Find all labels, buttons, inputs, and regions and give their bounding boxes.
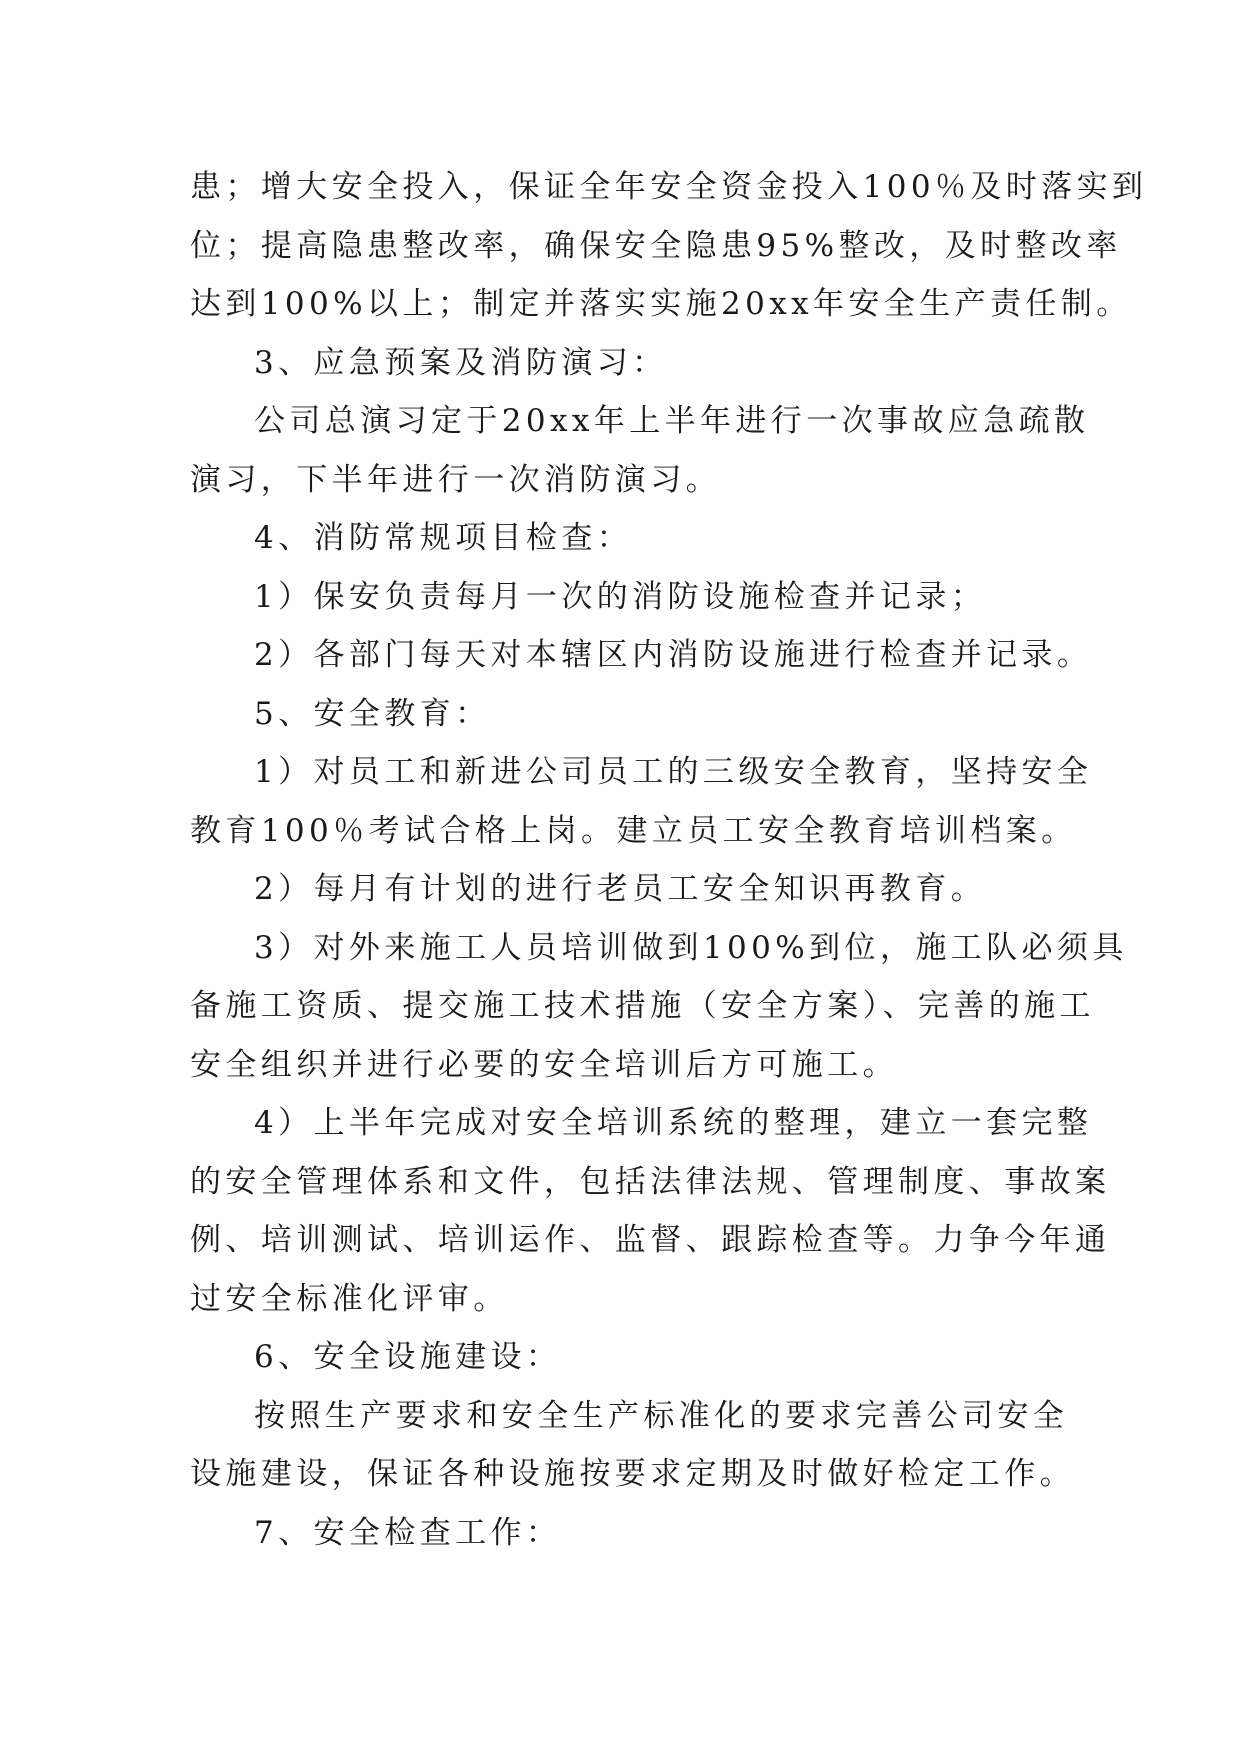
text-line: 7、安全检查工作： (254, 1514, 562, 1551)
text-line: 安全组织并进行必要的安全培训后方可施工。 (190, 1046, 898, 1083)
text-line: 公司总演习定于20xx年上半年进行一次事故应急疏散 (254, 403, 1090, 439)
text-line: 演习，下半年进行一次消防演习。 (190, 461, 721, 498)
text-line: 备施工资质、提交施工技术措施（安全方案）、完善的施工 (190, 988, 1095, 1024)
text-line: 患；增大安全投入，保证全年安全资金投入100％及时落实到 (190, 169, 1148, 205)
text-line: 4）上半年完成对安全培训系统的整理，建立一套完整 (254, 1105, 1093, 1141)
text-line: 1）保安负责每月一次的消防设施检查并记录； (254, 578, 987, 615)
text-line: 5、安全教育： (254, 695, 491, 732)
text-line: 达到100%以上；制定并落实实施20xx年安全生产责任制。 (190, 286, 1132, 322)
text-line: 1）对员工和新进公司员工的三级安全教育，坚持安全 (254, 754, 1093, 790)
text-line: 位；提高隐患整改率，确保安全隐患95%整改，及时整改率 (190, 227, 1122, 264)
text-line: 过安全标准化评审。 (190, 1280, 509, 1317)
text-line: 6、安全设施建设： (254, 1339, 562, 1375)
text-line: 2）每月有计划的进行老员工安全知识再教育。 (254, 871, 987, 907)
text-line: 的安全管理体系和文件，包括法律法规、管理制度、事故案 (190, 1163, 1111, 1200)
text-line: 按照生产要求和安全生产标准化的要求完善公司安全 (254, 1397, 1069, 1434)
text-line: 3、应急预案及消防演习： (254, 344, 668, 381)
text-line: 设施建设，保证各种设施按要求定期及时做好检定工作。 (190, 1456, 1075, 1492)
text-line: 4、消防常规项目检查： (254, 520, 633, 556)
text-line: 3）对外来施工人员培训做到100%到位，施工队必须具 (254, 929, 1128, 966)
text-line: 例、培训测试、培训运作、监督、跟踪检查等。力争今年通 (190, 1222, 1111, 1258)
text-line: 2）各部门每天对本辖区内消防设施进行检查并记录。 (254, 637, 1093, 673)
document-body (190, 158, 1148, 1562)
text-line: 教育100％考试合格上岗。建立员工安全教育培训档案。 (190, 812, 1077, 849)
